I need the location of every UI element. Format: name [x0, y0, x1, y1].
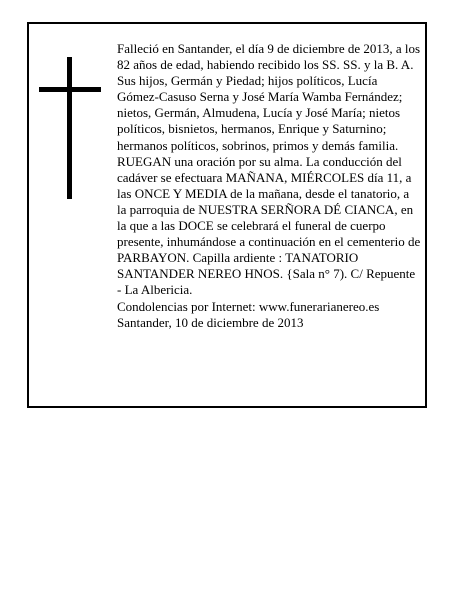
- cross-vertical-bar: [67, 57, 72, 199]
- obituary-text: [117, 41, 421, 331]
- condolences-line: Condolencias por Internet: www.funerarianereo.es: [117, 298, 380, 314]
- death-announcement-paragraph: Falleció en Santander, el día 9 de diciembre de 2013, a los 82 años de edad, habiendo recibido los SS. SS. y la B. A.: [117, 41, 421, 73]
- obituary-notice-frame: [27, 22, 427, 408]
- date-line: Santander, 10 de diciembre de 2013: [117, 314, 304, 330]
- latin-cross-icon: [39, 57, 101, 199]
- family-paragraph: Sus hijos, Germán y Piedad; hijos políticos, Lucía Gómez-Casuso Serna y José María Wamba Fernández; nietos, Germán, Almudena, Lucía y José María; nietos políticos, bisnietos, hermanos, Enrique y Saturnino; hermanos políticos, sobrinos, primos y demás familia.: [117, 73, 403, 153]
- cross-horizontal-bar: [39, 87, 101, 92]
- funeral-details-paragraph: RUEGAN una oración por su alma. La conducción del cadáver se efectuara MAÑANA, MIÉRCOLES día 11, a las ONCE Y MEDIA de la mañana, desde el tanatorio, a la parroquia de NUESTRA SERÑORA DÉ CIANCA, en la que a las DOCE se celebrará el funeral de cuerpo presente, inhumándose a continuación en el cementerio de PARBAYON. Capilla ardiente : TANATORIO SANTANDER NEREO HNOS. {Sala n° 7). C/ Repuente - La Albericia.: [117, 153, 421, 298]
